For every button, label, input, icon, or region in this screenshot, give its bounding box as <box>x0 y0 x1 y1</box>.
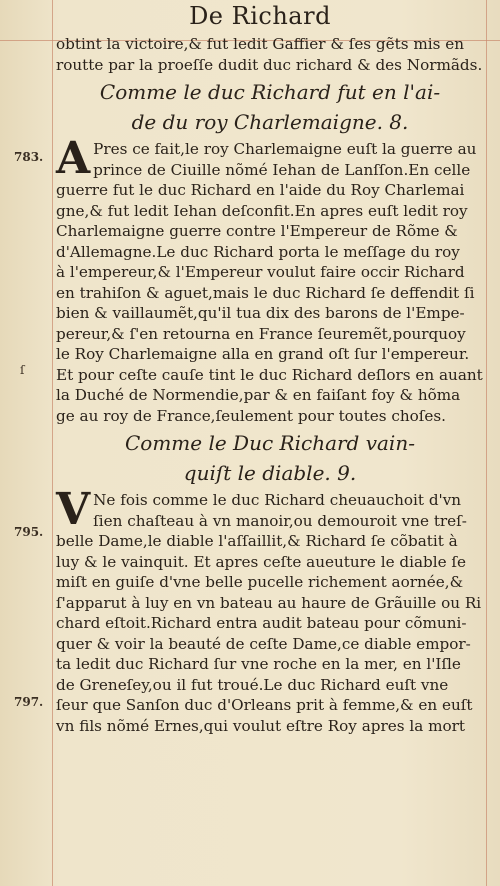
margin-number-797: 797. <box>14 695 44 709</box>
text-line: ſ'apparut à luy en vn bateau au haure de Grãuille ou Ri <box>56 593 482 612</box>
text-line: vn fils nõmé Ernes,qui voulut eſtre Roy apres la mort <box>56 716 466 735</box>
running-header: De Richard <box>189 2 331 30</box>
text-line: bien & vaillaumẽt,qu'il tua dix des barons de l'Empe- <box>56 304 465 322</box>
text-line: pereur,& ſ'en retourna en France ſeuremẽt,pourquoy <box>56 324 466 343</box>
text-line: à l'empereur,& l'Empereur voulut faire occir Richard <box>56 263 465 281</box>
margin-mark: ſ <box>20 363 25 377</box>
text-line: Ne fois comme le duc Richard cheuauchoit d'vn <box>93 491 462 509</box>
text-line: ge au roy de France,ſeulement pour toutes choſes. <box>56 406 446 425</box>
text-line: Charlemaigne guerre contre l'Empereur de Rõme & <box>56 222 458 240</box>
drop-cap: A <box>56 133 91 184</box>
text-line: d'Allemagne.Le duc Richard porta le meſſage du roy <box>56 242 460 261</box>
drop-cap: V <box>56 484 91 535</box>
section-1 <box>56 133 484 426</box>
heading-line: de du roy Charlemaigne. 8. <box>131 110 409 134</box>
text-line: guerre fut le duc Richard en l'aide du Roy Charlemai <box>56 181 465 199</box>
heading-line: Comme le Duc Richard vain- <box>125 431 415 455</box>
section-2 <box>56 484 484 736</box>
text-line: Et pour ceſte cauſe tint le duc Richard deſlors en auant <box>56 365 483 384</box>
text-line: Pres ce fait,le roy Charlemaigne euſt la guerre au <box>93 140 477 158</box>
text-line: belle Dame,le diable l'aſſaillit,& Richard ſe cõbatit à <box>56 532 458 550</box>
body-text <box>56 34 484 736</box>
text-line: la Duché de Normendie,par & en faiſant foy & hõma <box>56 386 461 404</box>
text-line: en trahiſon & aguet,mais le duc Richard ſe deffendit ſi <box>56 283 475 302</box>
text-line: le Roy Charlemaigne alla en grand oſt ſur l'empereur. <box>56 345 470 363</box>
heading-line: Comme le duc Richard fut en l'ai- <box>99 80 441 104</box>
rule-left <box>52 0 53 886</box>
text-line: ſeur que Sanſon duc d'Orleans prit à femme,& en euſt <box>56 696 473 714</box>
text-line: routte par la proeſſe dudit duc richard & des Normãds. <box>56 55 483 74</box>
chapter-heading-8 <box>56 77 484 137</box>
text-line: chard eſtoit.Richard entra audit bateau pour cõmuni- <box>56 614 467 632</box>
text-line: prince de Ciuille nõmé Iehan de Lanſſon.En celle <box>93 160 471 179</box>
text-line: quer & voir la beauté de ceſte Dame,ce diable empor- <box>56 634 471 653</box>
heading-line: quiſt le diable. 9. <box>183 461 357 485</box>
chapter-heading-9 <box>56 428 484 488</box>
rule-right <box>486 0 487 886</box>
text-line: miſt en guiſe d'vne belle pucelle richement aornée,& <box>56 573 464 591</box>
text-line: gne,& fut ledit Iehan deſconfit.En apres euſt ledit roy <box>56 201 468 220</box>
margin-number-795: 795. <box>14 525 44 539</box>
margin-number-783: 783. <box>14 150 44 164</box>
text-line: ta ledit duc Richard ſur vne roche en la mer, en l'Iſle <box>56 655 461 673</box>
text-line: luy & le vainquit. Et apres ceſte aueuture le diable ſe <box>56 552 467 571</box>
text-line: de Greneſey,ou il fut troué.Le duc Richard euſt vne <box>56 675 449 694</box>
text-line: obtint la victoire,& fut ledit Gaffier & ſes gẽts mis en <box>56 35 465 53</box>
text-line: ſien chaſteau à vn manoir,ou demouroit vne treſ- <box>93 511 467 530</box>
